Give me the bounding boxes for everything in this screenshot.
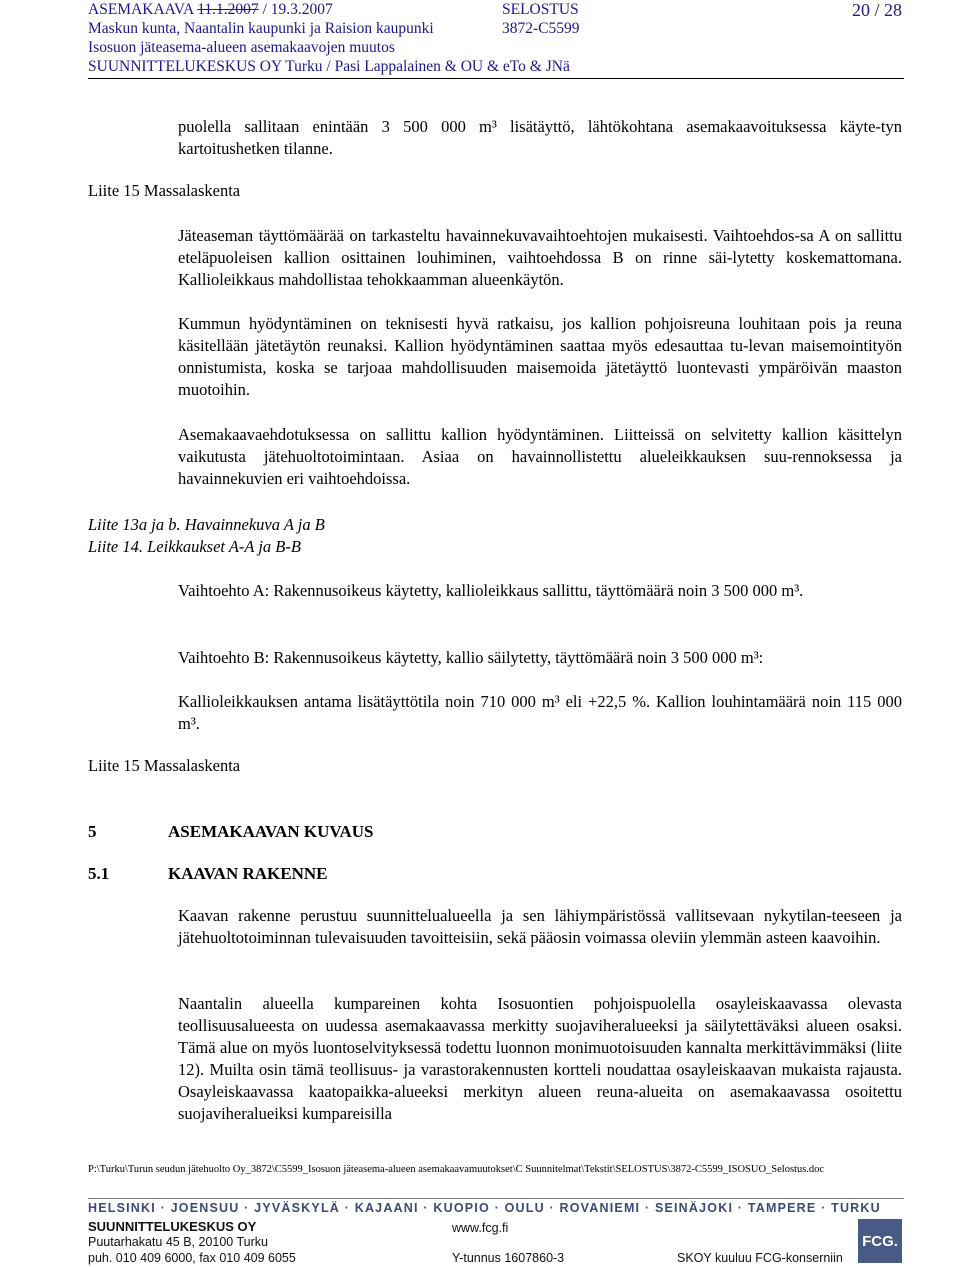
- paragraph-option-b: Vaihtoehto B: Rakennusoikeus käytetty, kallio säilytetty, täyttömäärä noin 3 500 000 m³:: [178, 648, 764, 667]
- header-author: SUUNNITTELUKESKUS OY Turku / Pasi Lappalainen & OU & eTo & JNä: [88, 58, 570, 75]
- footer-company: SUUNNITTELUKESKUS OY: [88, 1219, 257, 1234]
- side-note-appendix-13: Liite 13a ja b. Havainnekuva A ja B: [88, 515, 325, 534]
- paragraph-4: Asemakaavaehdotuksessa on sallittu kallion hyödyntäminen. Liitteissä on selvitetty kallion käsittelyn vaikutusta jätehuoltotoimintaan. Asiaa on havainnollistettu alueleikkauksen suu-rennoksessa ja havainnekuvien eri vaihtoehdoissa.: [178, 425, 902, 488]
- section-heading-5: [88, 821, 373, 843]
- section-number: 5: [88, 822, 97, 841]
- paragraph-1: puolella sallitaan enintään 3 500 000 m³ lisätäyttö, lähtökohtana asemakaavoituksessa käyte-tyn kartoitushetken tilanne.: [178, 117, 902, 158]
- office-cities: HELSINKI · JOENSUU · JYVÄSKYLÄ · KAJAANI · KUOPIO · OULU · ROVANIEMI · SEINÄJOKI · TAMPERE · TURKU: [88, 1198, 904, 1215]
- section-title: ASEMAKAAVAN KUVAUS: [168, 822, 374, 841]
- paragraph-2: Jäteaseman täyttömäärää on tarkasteltu havainnekuvavaihtoehtojen mukaisesti. Vaihtoehdos-sa A on sallittu eteläpuoleisen kallion osittainen louhiminen, vaihtoehdossa B on rinne säi-lytetty koskemattomana. Kallioleikkaus mahdollistaa tehokkaamman alueenkäytön.: [178, 226, 902, 289]
- section-heading-5-1: [88, 863, 327, 885]
- footer-group-membership: SKOY kuuluu FCG-konserniin: [677, 1251, 843, 1265]
- header-line-1: [88, 0, 333, 20]
- footer-address: Puutarhakatu 45 B, 20100 Turku: [88, 1235, 268, 1249]
- header-old-date: 11.1.2007: [197, 1, 259, 18]
- section-number: 5.1: [88, 864, 110, 883]
- side-note-appendix-14: Liite 14. Leikkaukset A-A ja B-B: [88, 537, 301, 556]
- footer-business-id: Y-tunnus 1607860-3: [452, 1251, 565, 1265]
- footer-website[interactable]: www.fcg.fi: [452, 1221, 509, 1235]
- page-header: [88, 0, 904, 79]
- header-project: Isosuon jäteasema-alueen asemakaavojen muutos: [88, 39, 395, 56]
- section-title: KAAVAN RAKENNE: [168, 864, 328, 883]
- side-note-appendix-15: Liite 15 Massalaskenta: [88, 181, 241, 200]
- paragraph-3: Kummun hyödyntäminen on teknisesti hyvä ratkaisu, jos kallion pohjoisreuna louhitaan pois ja reuna käsitellään jätetäytön reunaksi. Kallion hyödyntäminen saattaa myös edesauttaa tu-levan maisemointityön onnistumista, koska se tarjoaa mahdollisuuden maisemoida jätetäyttö luontevasti ympäröivän maaston muotoihin.: [178, 314, 902, 399]
- file-path: P:\Turku\Turun seudun jätehuolto Oy_3872\C5599_Isosuon jäteasema-alueen asemakaavamuutokset\C Suunnitelmat\Tekstit\SELOSTUS\3872-C5599_ISOSUO_Selostus.doc: [88, 1164, 825, 1175]
- paragraph-structure: Kaavan rakenne perustuu suunnittelualueella ja sen lähiympäristössä vallitsevaan nykytilan-teeseen ja jätehuoltotoiminnan tulevaisuuden tavoitteisiin, sekä pääosin voimassa oleviin ylemmän asteen kaavoihin.: [178, 906, 902, 947]
- paragraph-option-a: Vaihtoehto A: Rakennusoikeus käytetty, kallioleikkaus sallittu, täyttömäärä noin 3 500 000 m³.: [178, 581, 804, 600]
- header-doc-code: 3872-C5599: [502, 20, 580, 37]
- header-plan-type: ASEMAKAAVA: [88, 1, 198, 18]
- header-new-date: / 19.3.2007: [258, 1, 333, 18]
- paragraph-rock-cut: Kallioleikkauksen antama lisätäyttötila noin 710 000 m³ eli +22,5 %. Kallion louhintamäärä noin 115 000 m³.: [178, 692, 902, 733]
- footer-phone: puh. 010 409 6000, fax 010 409 6055: [88, 1251, 296, 1265]
- fcg-logo: FCG.: [858, 1219, 902, 1263]
- header-doc-type: SELOSTUS: [502, 1, 579, 18]
- paragraph-naantali: Naantalin alueella kumpareinen kohta Isosuontien pohjoispuolella osayleiskaavassa olevasta teollisuusalueesta on uudessa asemakaavassa merkitty suojaviheralueeksi ja säilytettäväksi alueen osaksi. Tämä alue on myös luontoselvityksessä todettu luonnon monimuotoisuuden kannalta merkittävimmäksi (liite 12). Muilta osin tämä teollisuus- ja varastorakennusten kortteli noudattaa osayleiskaavan mukaista rajausta. Osayleiskaavassa kaatopaikka-alueeksi merkityn alueen reuna-alueita on asemakaavassa osoitettu suojaviheralueiksi kumpareisilla: [178, 994, 902, 1123]
- page-number: 20 / 28: [851, 0, 902, 20]
- header-municipalities: Maskun kunta, Naantalin kaupunki ja Raision kaupunki: [88, 20, 434, 37]
- side-note-appendix-15b: Liite 15 Massalaskenta: [88, 756, 241, 775]
